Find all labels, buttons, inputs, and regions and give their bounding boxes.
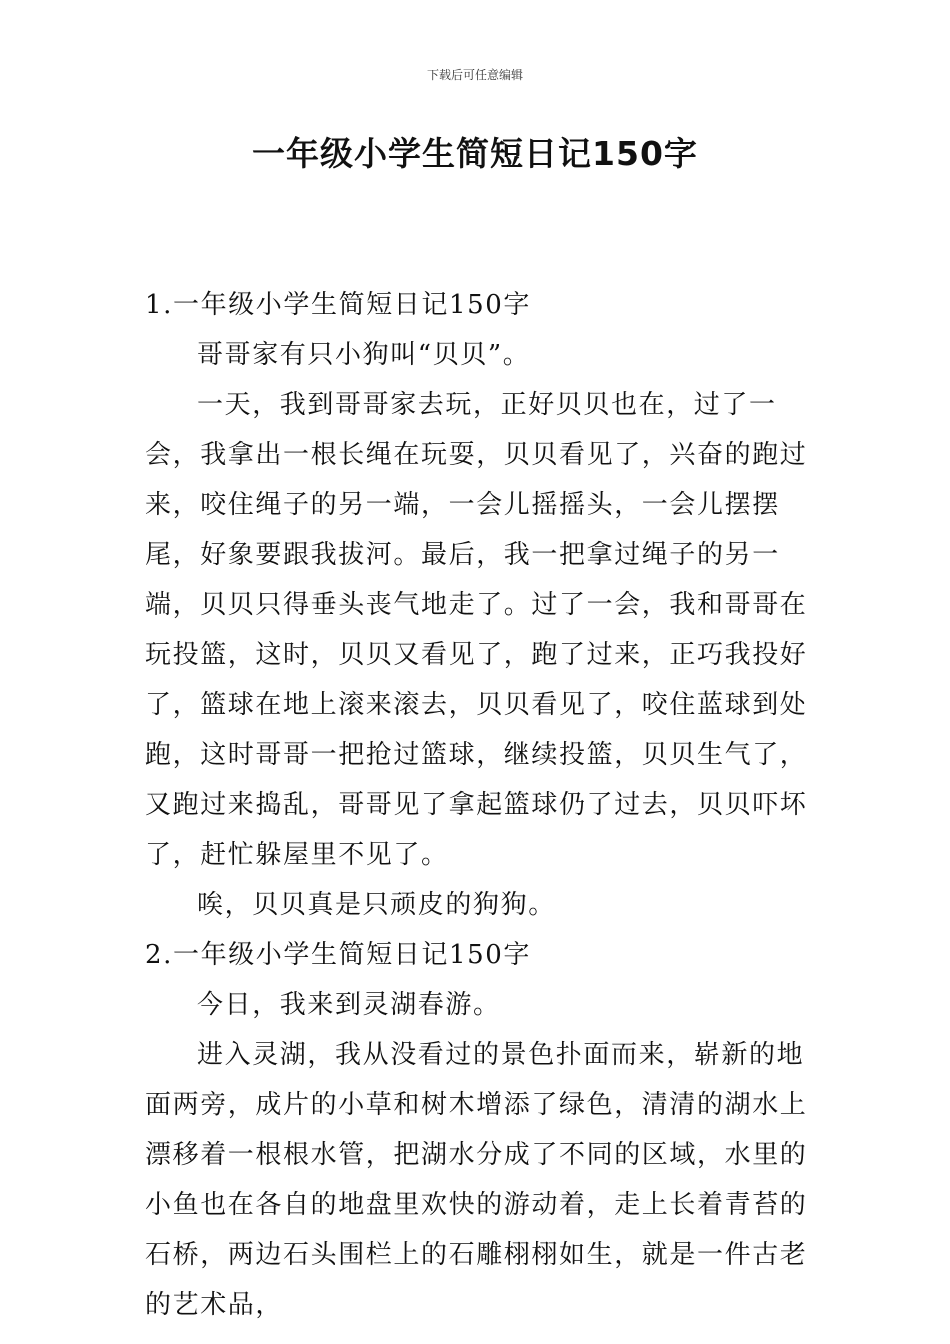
section-2-paragraph-1: 今日，我来到灵湖春游。 xyxy=(197,990,501,1020)
document-body xyxy=(145,280,810,1330)
section-1-heading: 1.一年级小学生简短日记150字 xyxy=(145,290,532,320)
page-header-note: 下载后可任意编辑 xyxy=(426,68,523,82)
section-2-heading: 2.一年级小学生简短日记150字 xyxy=(145,940,532,970)
section-1-paragraph-1: 哥哥家有只小狗叫“贝贝”。 xyxy=(197,340,531,370)
section-1-paragraph-3: 唉，贝贝真是只顽皮的狗狗。 xyxy=(197,890,556,920)
section-2-paragraph-2: 进入灵湖，我从没看过的景色扑面而来，崭新的地面两旁，成片的小草和树木增添了绿色，清清的湖水上漂移着一根根水管，把湖水分成了不同的区域，水里的小鱼也在各自的地盘里欢快的游动着，走上长着青苔的石桥，两边石头围栏上的石雕栩栩如生，就是一件古老的艺术品， xyxy=(145,1040,808,1320)
section-1-paragraph-2: 一天，我到哥哥家去玩，正好贝贝也在，过了一会，我拿出一根长绳在玩耍，贝贝看见了，兴奋的跑过来，咬住绳子的另一端，一会儿摇摇头，一会儿摆摆尾，好象要跟我拔河。最后，我一把拿过绳子的另一端，贝贝只得垂头丧气地走了。过了一会，我和哥哥在玩投篮，这时，贝贝又看见了，跑了过来，正巧我投好了，篮球在地上滚来滚去，贝贝看见了，咬住蓝球到处跑，这时哥哥一把抢过篮球，继续投篮，贝贝生气了，又跑过来捣乱，哥哥见了拿起篮球仍了过去，贝贝吓坏了，赶忙躲屋里不见了。 xyxy=(145,390,808,870)
document-title: 一年级小学生简短日记150字 xyxy=(252,134,698,173)
